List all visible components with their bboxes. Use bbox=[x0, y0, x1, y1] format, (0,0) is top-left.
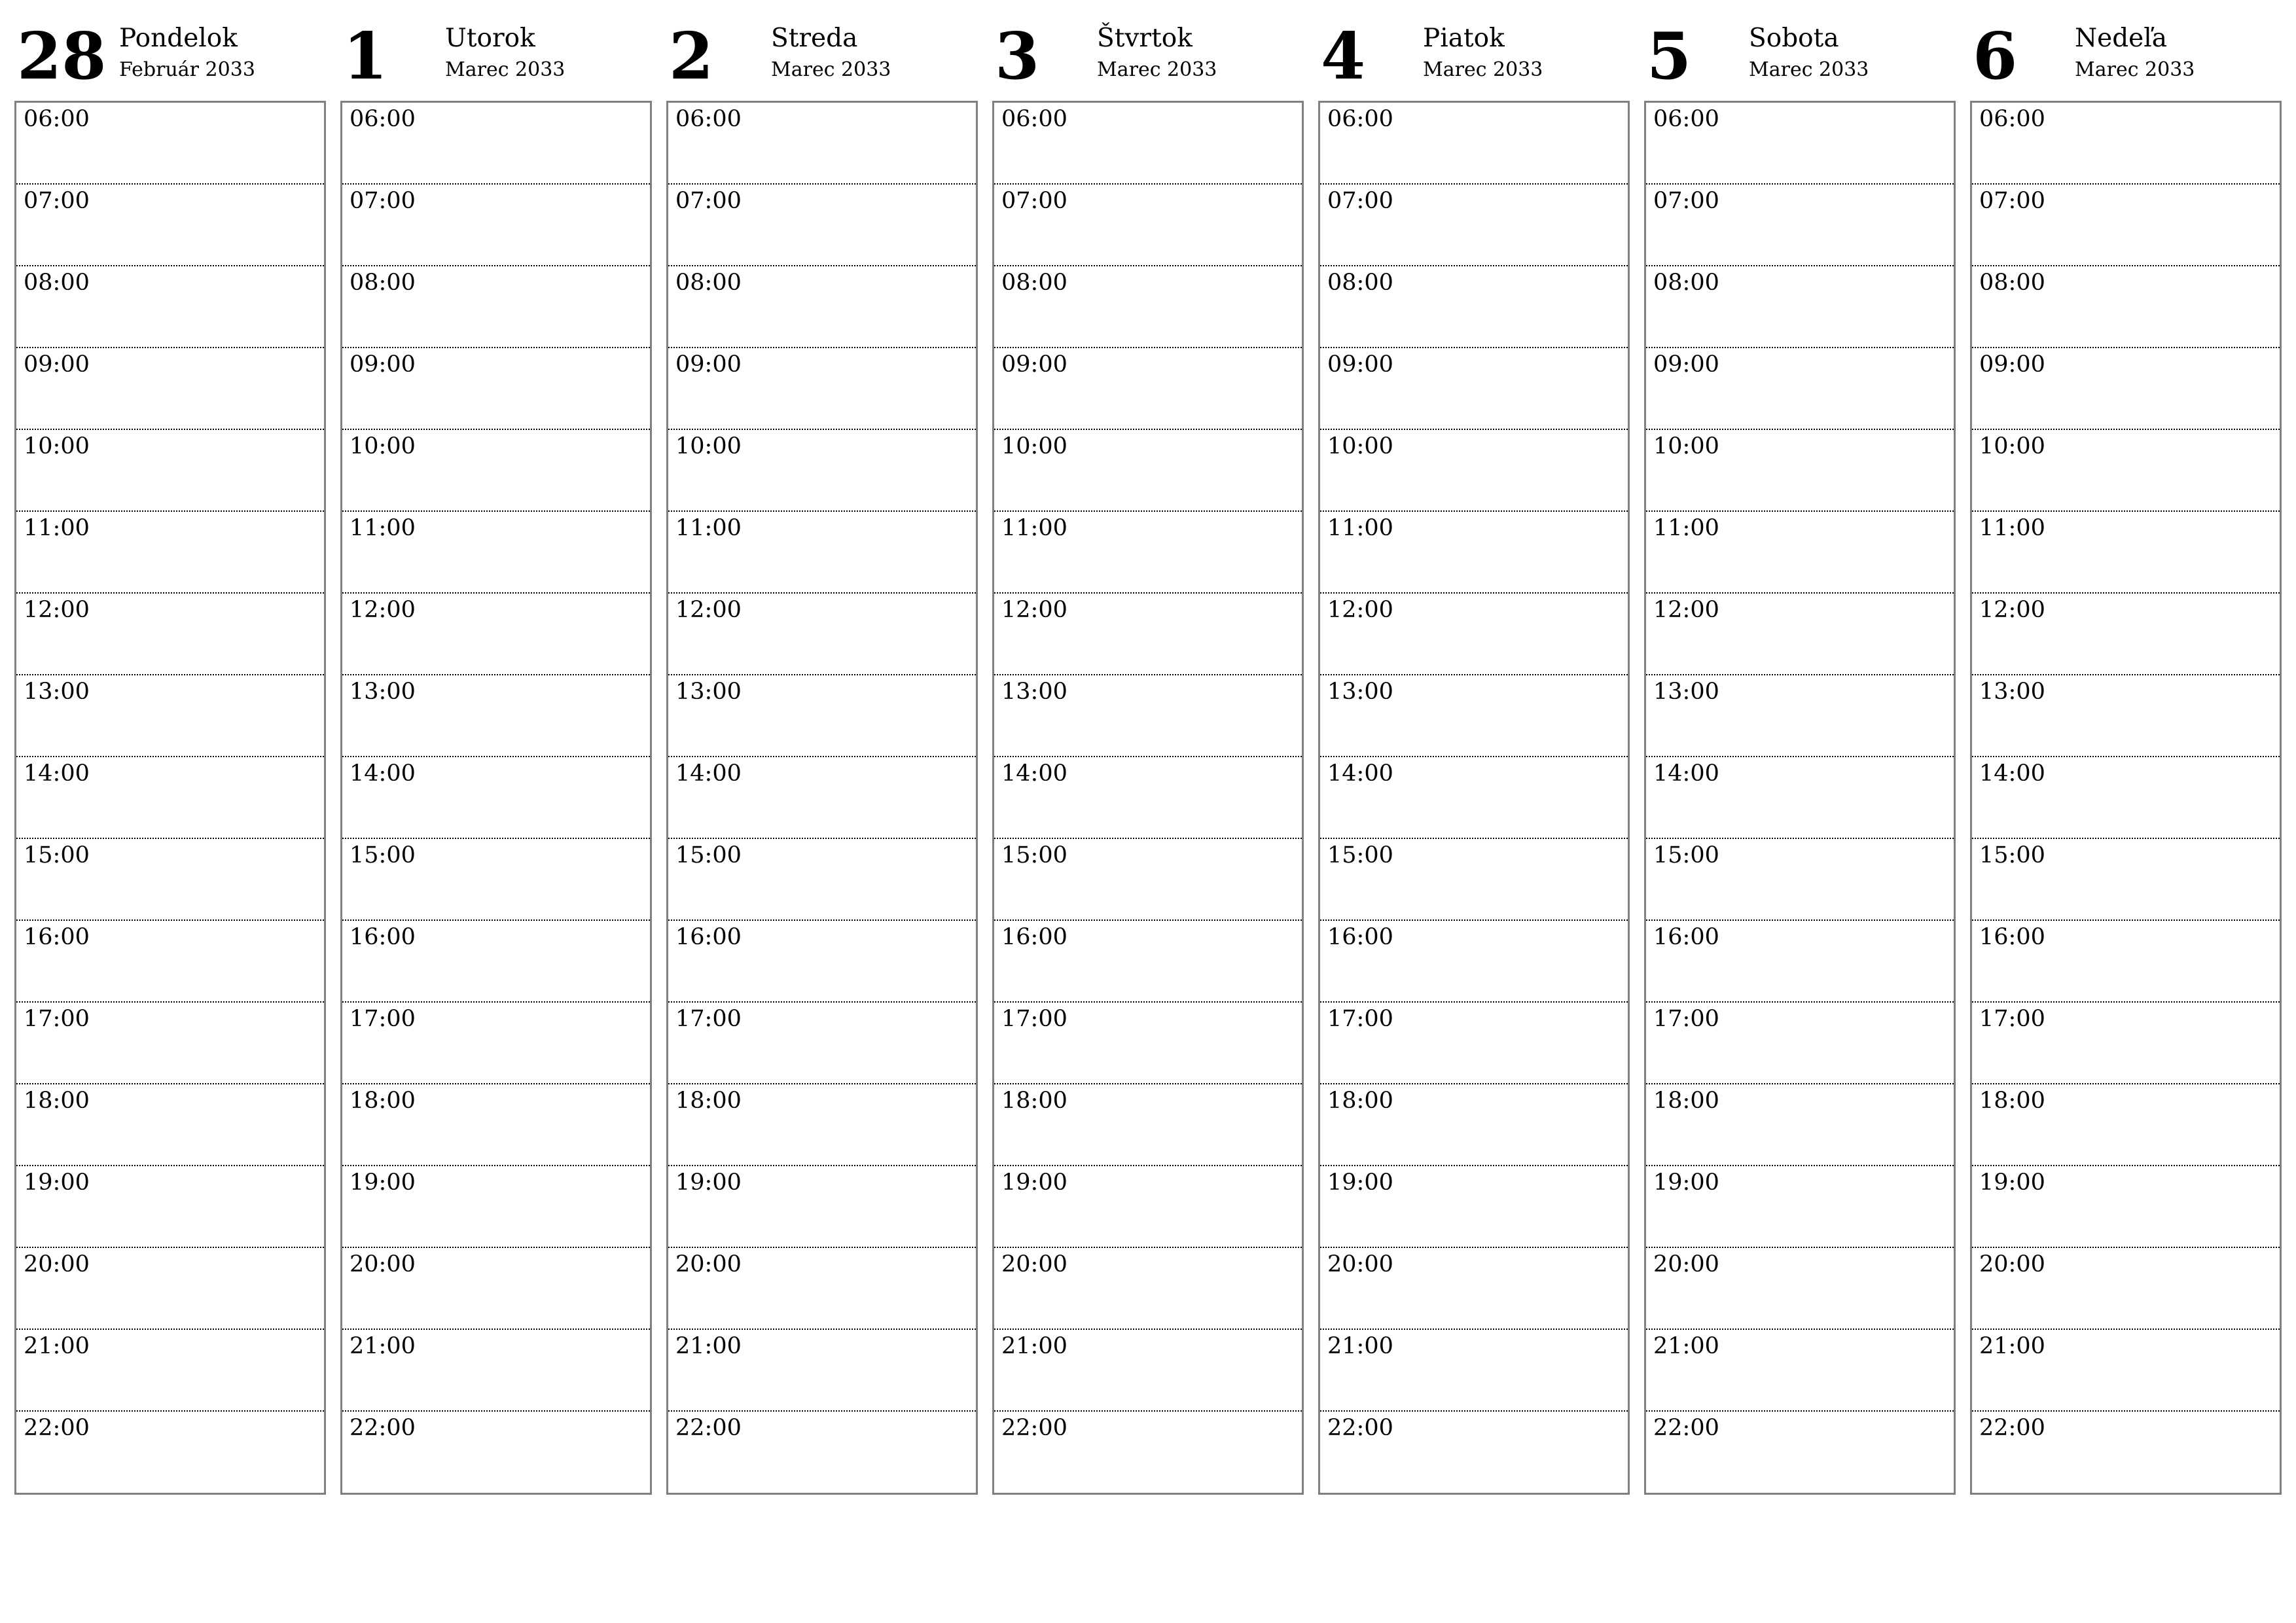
hour-slot bbox=[668, 1330, 976, 1412]
hour-slot bbox=[16, 512, 324, 594]
hour-slot bbox=[16, 1003, 324, 1084]
hour-label: 15:00 bbox=[24, 842, 90, 868]
hour-slot bbox=[668, 839, 976, 921]
hour-label: 06:00 bbox=[1327, 106, 1393, 132]
hour-label: 06:00 bbox=[350, 106, 416, 132]
hour-label: 22:00 bbox=[675, 1415, 742, 1441]
hour-label: 08:00 bbox=[24, 270, 90, 296]
hour-slot bbox=[668, 266, 976, 348]
hour-label: 09:00 bbox=[1327, 351, 1393, 378]
month-year: Marec 2033 bbox=[2075, 58, 2195, 81]
hour-slot bbox=[994, 1166, 1302, 1248]
hour-label: 06:00 bbox=[24, 106, 90, 132]
day-header bbox=[992, 13, 1304, 101]
weekday-name: Streda bbox=[771, 24, 858, 53]
hour-label: 10:00 bbox=[1653, 433, 1719, 459]
hour-label: 13:00 bbox=[24, 679, 90, 705]
hour-slot bbox=[16, 757, 324, 839]
hour-slot bbox=[1646, 1084, 1954, 1166]
hour-slot bbox=[668, 757, 976, 839]
hour-slot bbox=[1320, 1412, 1628, 1493]
hour-label: 20:00 bbox=[1001, 1251, 1067, 1277]
hour-label: 18:00 bbox=[1979, 1088, 2045, 1114]
hour-label: 20:00 bbox=[1979, 1251, 2045, 1277]
hour-label: 13:00 bbox=[1979, 679, 2045, 705]
month-year: Február 2033 bbox=[119, 58, 255, 81]
hour-slot bbox=[1320, 1084, 1628, 1166]
hour-label: 11:00 bbox=[675, 515, 742, 541]
hour-slot bbox=[342, 1248, 650, 1330]
hour-slot bbox=[1972, 266, 2280, 348]
hour-label: 18:00 bbox=[675, 1088, 742, 1114]
hour-label: 12:00 bbox=[1979, 597, 2045, 623]
hour-label: 22:00 bbox=[350, 1415, 416, 1441]
hour-label: 10:00 bbox=[24, 433, 90, 459]
hour-slot bbox=[668, 512, 976, 594]
hour-slot bbox=[1320, 1003, 1628, 1084]
day-label-group bbox=[119, 24, 255, 82]
hour-slot bbox=[342, 103, 650, 185]
month-year: Marec 2033 bbox=[1423, 58, 1543, 81]
hour-label: 11:00 bbox=[1653, 515, 1719, 541]
hour-label: 10:00 bbox=[1979, 433, 2045, 459]
hour-label: 17:00 bbox=[1653, 1006, 1719, 1032]
hour-slot bbox=[1320, 266, 1628, 348]
hour-slot bbox=[342, 921, 650, 1003]
hour-slot bbox=[668, 348, 976, 430]
hour-slot bbox=[1972, 103, 2280, 185]
hour-label: 06:00 bbox=[1979, 106, 2045, 132]
hour-label: 17:00 bbox=[1979, 1006, 2045, 1032]
hour-label: 19:00 bbox=[1979, 1169, 2045, 1196]
hour-label: 14:00 bbox=[1327, 760, 1393, 787]
hour-label: 08:00 bbox=[675, 270, 742, 296]
hour-label: 15:00 bbox=[350, 842, 416, 868]
hour-slot bbox=[668, 1248, 976, 1330]
hour-label: 22:00 bbox=[1979, 1415, 2045, 1441]
hour-label: 09:00 bbox=[1979, 351, 2045, 378]
hour-label: 15:00 bbox=[1327, 842, 1393, 868]
hour-slot bbox=[1320, 921, 1628, 1003]
hour-label: 08:00 bbox=[1001, 270, 1067, 296]
hour-label: 19:00 bbox=[350, 1169, 416, 1196]
hour-slot bbox=[994, 430, 1302, 512]
hour-label: 14:00 bbox=[675, 760, 742, 787]
hour-label: 19:00 bbox=[1653, 1169, 1719, 1196]
hour-label: 21:00 bbox=[1327, 1333, 1393, 1359]
hour-label: 22:00 bbox=[1001, 1415, 1067, 1441]
hour-slot bbox=[994, 1330, 1302, 1412]
hour-label: 10:00 bbox=[1001, 433, 1067, 459]
hour-slot bbox=[1320, 430, 1628, 512]
hour-label: 07:00 bbox=[24, 188, 90, 214]
hour-label: 11:00 bbox=[1979, 515, 2045, 541]
hour-label: 17:00 bbox=[350, 1006, 416, 1032]
hour-label: 14:00 bbox=[1979, 760, 2045, 787]
hour-label: 07:00 bbox=[675, 188, 742, 214]
hour-label: 13:00 bbox=[1653, 679, 1719, 705]
hour-label: 17:00 bbox=[24, 1006, 90, 1032]
hour-label: 10:00 bbox=[1327, 433, 1393, 459]
day-header bbox=[340, 13, 652, 101]
hour-slot bbox=[1320, 839, 1628, 921]
hour-slot bbox=[16, 921, 324, 1003]
hour-slot bbox=[1646, 1248, 1954, 1330]
hour-label: 09:00 bbox=[675, 351, 742, 378]
weekday-name: Piatok bbox=[1423, 24, 1505, 53]
hour-slot bbox=[994, 839, 1302, 921]
hour-label: 12:00 bbox=[1001, 597, 1067, 623]
hour-slot bbox=[1320, 757, 1628, 839]
hour-slot bbox=[994, 185, 1302, 266]
weekday-name: Pondelok bbox=[119, 24, 238, 53]
hour-slot bbox=[342, 430, 650, 512]
hour-label: 22:00 bbox=[1327, 1415, 1393, 1441]
hour-label: 16:00 bbox=[1653, 924, 1719, 950]
hour-label: 18:00 bbox=[1001, 1088, 1067, 1114]
hour-slot bbox=[994, 1248, 1302, 1330]
hour-label: 19:00 bbox=[675, 1169, 742, 1196]
hour-label: 22:00 bbox=[1653, 1415, 1719, 1441]
hour-label: 11:00 bbox=[1001, 515, 1067, 541]
hour-label: 16:00 bbox=[675, 924, 742, 950]
hour-slot bbox=[1646, 1412, 1954, 1493]
hour-slot bbox=[1972, 757, 2280, 839]
hour-slot bbox=[994, 594, 1302, 675]
hour-slot bbox=[1646, 103, 1954, 185]
hour-slot bbox=[1972, 1084, 2280, 1166]
hour-slot bbox=[1646, 921, 1954, 1003]
day-number: 6 bbox=[1973, 19, 2018, 94]
hour-label: 17:00 bbox=[675, 1006, 742, 1032]
hour-label: 18:00 bbox=[1327, 1088, 1393, 1114]
hour-label: 21:00 bbox=[24, 1333, 90, 1359]
hour-label: 09:00 bbox=[1653, 351, 1719, 378]
hour-label: 16:00 bbox=[1001, 924, 1067, 950]
hour-label: 15:00 bbox=[1653, 842, 1719, 868]
hour-slot bbox=[342, 1166, 650, 1248]
hour-slot bbox=[1972, 1330, 2280, 1412]
hour-label: 17:00 bbox=[1001, 1006, 1067, 1032]
day-number: 4 bbox=[1321, 19, 1366, 94]
hour-label: 21:00 bbox=[1653, 1333, 1719, 1359]
hour-slot bbox=[668, 1412, 976, 1493]
hour-label: 11:00 bbox=[350, 515, 416, 541]
hour-slot bbox=[16, 430, 324, 512]
hour-slot bbox=[1972, 675, 2280, 757]
day-header bbox=[666, 13, 978, 101]
hour-slot bbox=[1646, 185, 1954, 266]
hour-slot bbox=[342, 1412, 650, 1493]
day-label-group bbox=[1097, 24, 1217, 82]
hour-slot bbox=[994, 348, 1302, 430]
hour-label: 12:00 bbox=[1327, 597, 1393, 623]
hour-label: 08:00 bbox=[1327, 270, 1393, 296]
hour-label: 14:00 bbox=[1001, 760, 1067, 787]
day-column bbox=[1644, 13, 1956, 1495]
day-header bbox=[1970, 13, 2282, 101]
hour-slot bbox=[668, 1084, 976, 1166]
hour-slot bbox=[994, 512, 1302, 594]
hour-label: 16:00 bbox=[1979, 924, 2045, 950]
hour-label: 08:00 bbox=[1979, 270, 2045, 296]
hour-label: 12:00 bbox=[1653, 597, 1719, 623]
hour-label: 20:00 bbox=[350, 1251, 416, 1277]
day-number: 3 bbox=[995, 19, 1040, 94]
hour-label: 13:00 bbox=[1327, 679, 1393, 705]
hour-slot bbox=[1646, 430, 1954, 512]
day-label-group bbox=[1423, 24, 1543, 82]
hour-slot bbox=[1972, 1003, 2280, 1084]
hour-label: 21:00 bbox=[1001, 1333, 1067, 1359]
hour-label: 10:00 bbox=[675, 433, 742, 459]
hour-label: 20:00 bbox=[1653, 1251, 1719, 1277]
hour-slot bbox=[1646, 757, 1954, 839]
day-label-group bbox=[771, 24, 891, 82]
hour-slot bbox=[994, 1084, 1302, 1166]
hour-slot bbox=[342, 1084, 650, 1166]
weekday-name: Štvrtok bbox=[1097, 24, 1193, 53]
hour-label: 16:00 bbox=[1327, 924, 1393, 950]
day-label-group bbox=[445, 24, 565, 82]
hour-label: 12:00 bbox=[350, 597, 416, 623]
hour-slot bbox=[342, 594, 650, 675]
hour-slots-box bbox=[1970, 101, 2282, 1495]
hour-label: 12:00 bbox=[675, 597, 742, 623]
month-year: Marec 2033 bbox=[1749, 58, 1869, 81]
hour-slots-box bbox=[14, 101, 326, 1495]
hour-slot bbox=[994, 921, 1302, 1003]
hour-slot bbox=[16, 1166, 324, 1248]
hour-label: 07:00 bbox=[350, 188, 416, 214]
day-number: 1 bbox=[343, 19, 388, 94]
hour-slot bbox=[16, 594, 324, 675]
week-columns bbox=[14, 13, 2283, 1495]
hour-label: 13:00 bbox=[675, 679, 742, 705]
hour-slot bbox=[1972, 1248, 2280, 1330]
hour-label: 14:00 bbox=[350, 760, 416, 787]
hour-slot bbox=[1646, 1166, 1954, 1248]
hour-slot bbox=[16, 1084, 324, 1166]
hour-slot bbox=[1320, 1248, 1628, 1330]
hour-slot bbox=[1972, 921, 2280, 1003]
hour-slot bbox=[668, 921, 976, 1003]
hour-slot bbox=[342, 1330, 650, 1412]
hour-slot bbox=[668, 103, 976, 185]
day-label-group bbox=[1749, 24, 1869, 82]
hour-slot bbox=[1972, 512, 2280, 594]
hour-slot bbox=[668, 675, 976, 757]
hour-label: 19:00 bbox=[1001, 1169, 1067, 1196]
hour-label: 06:00 bbox=[675, 106, 742, 132]
hour-slot bbox=[342, 757, 650, 839]
month-year: Marec 2033 bbox=[771, 58, 891, 81]
hour-label: 14:00 bbox=[24, 760, 90, 787]
day-number: 2 bbox=[669, 19, 714, 94]
hour-slot bbox=[668, 185, 976, 266]
hour-slot bbox=[1972, 185, 2280, 266]
hour-slot bbox=[668, 430, 976, 512]
day-header bbox=[14, 13, 326, 101]
hour-slot bbox=[1320, 594, 1628, 675]
hour-slot bbox=[1972, 594, 2280, 675]
month-year: Marec 2033 bbox=[445, 58, 565, 81]
hour-slot bbox=[1646, 839, 1954, 921]
hour-slot bbox=[1646, 266, 1954, 348]
hour-slot bbox=[16, 1330, 324, 1412]
hour-slot bbox=[1646, 1330, 1954, 1412]
hour-slot bbox=[668, 1003, 976, 1084]
hour-slots-box bbox=[1644, 101, 1956, 1495]
hour-slot bbox=[1320, 348, 1628, 430]
hour-slot bbox=[1972, 348, 2280, 430]
hour-slot bbox=[1646, 675, 1954, 757]
hour-label: 13:00 bbox=[350, 679, 416, 705]
hour-slot bbox=[16, 1412, 324, 1493]
day-label-group bbox=[2075, 24, 2195, 82]
hour-slot bbox=[1320, 103, 1628, 185]
day-column bbox=[666, 13, 978, 1495]
hour-label: 09:00 bbox=[24, 351, 90, 378]
hour-slot bbox=[16, 185, 324, 266]
hour-label: 12:00 bbox=[24, 597, 90, 623]
hour-slot bbox=[342, 1003, 650, 1084]
hour-label: 18:00 bbox=[350, 1088, 416, 1114]
weekday-name: Utorok bbox=[445, 24, 535, 53]
hour-label: 17:00 bbox=[1327, 1006, 1393, 1032]
hour-label: 07:00 bbox=[1327, 188, 1393, 214]
hour-slot bbox=[342, 348, 650, 430]
hour-slot bbox=[994, 103, 1302, 185]
hour-label: 06:00 bbox=[1001, 106, 1067, 132]
hour-label: 19:00 bbox=[1327, 1169, 1393, 1196]
day-column bbox=[992, 13, 1304, 1495]
hour-slot bbox=[1646, 348, 1954, 430]
hour-slot bbox=[1646, 512, 1954, 594]
hour-slot bbox=[1972, 430, 2280, 512]
hour-label: 20:00 bbox=[24, 1251, 90, 1277]
hour-slot bbox=[994, 266, 1302, 348]
hour-slot bbox=[342, 185, 650, 266]
hour-label: 18:00 bbox=[24, 1088, 90, 1114]
hour-slot bbox=[342, 839, 650, 921]
hour-label: 08:00 bbox=[1653, 270, 1719, 296]
hour-slot bbox=[668, 1166, 976, 1248]
hour-label: 07:00 bbox=[1001, 188, 1067, 214]
hour-slot bbox=[1320, 512, 1628, 594]
hour-label: 07:00 bbox=[1979, 188, 2045, 214]
hour-label: 10:00 bbox=[350, 433, 416, 459]
hour-slot bbox=[342, 512, 650, 594]
hour-slot bbox=[16, 839, 324, 921]
weekday-name: Nedeľa bbox=[2075, 24, 2167, 53]
hour-label: 16:00 bbox=[24, 924, 90, 950]
hour-label: 22:00 bbox=[24, 1415, 90, 1441]
hour-slot bbox=[668, 594, 976, 675]
hour-label: 15:00 bbox=[1979, 842, 2045, 868]
hour-label: 21:00 bbox=[350, 1333, 416, 1359]
hour-slot bbox=[16, 348, 324, 430]
hour-label: 15:00 bbox=[675, 842, 742, 868]
hour-label: 09:00 bbox=[350, 351, 416, 378]
hour-label: 18:00 bbox=[1653, 1088, 1719, 1114]
day-column bbox=[1318, 13, 1630, 1495]
hour-label: 15:00 bbox=[1001, 842, 1067, 868]
hour-slot bbox=[16, 266, 324, 348]
hour-label: 21:00 bbox=[675, 1333, 742, 1359]
day-header bbox=[1644, 13, 1956, 101]
hour-label: 16:00 bbox=[350, 924, 416, 950]
day-number: 28 bbox=[17, 19, 107, 94]
hour-label: 09:00 bbox=[1001, 351, 1067, 378]
hour-slot bbox=[16, 1248, 324, 1330]
hour-label: 20:00 bbox=[1327, 1251, 1393, 1277]
month-year: Marec 2033 bbox=[1097, 58, 1217, 81]
hour-slot bbox=[1320, 185, 1628, 266]
hour-label: 19:00 bbox=[24, 1169, 90, 1196]
hour-slot bbox=[1972, 839, 2280, 921]
hour-label: 13:00 bbox=[1001, 679, 1067, 705]
hour-slots-box bbox=[666, 101, 978, 1495]
hour-label: 07:00 bbox=[1653, 188, 1719, 214]
hour-slot bbox=[994, 1003, 1302, 1084]
hour-slot bbox=[342, 675, 650, 757]
hour-slots-box bbox=[1318, 101, 1630, 1495]
hour-slot bbox=[1646, 594, 1954, 675]
hour-label: 11:00 bbox=[1327, 515, 1393, 541]
day-column bbox=[1970, 13, 2282, 1495]
day-header bbox=[1318, 13, 1630, 101]
hour-slot bbox=[994, 1412, 1302, 1493]
hour-slot bbox=[16, 103, 324, 185]
hour-slot bbox=[1320, 1166, 1628, 1248]
day-column bbox=[340, 13, 652, 1495]
hour-slot bbox=[16, 675, 324, 757]
hour-slot bbox=[1972, 1166, 2280, 1248]
hour-label: 11:00 bbox=[24, 515, 90, 541]
hour-label: 20:00 bbox=[675, 1251, 742, 1277]
hour-slot bbox=[1320, 1330, 1628, 1412]
hour-slot bbox=[342, 266, 650, 348]
hour-slot bbox=[994, 757, 1302, 839]
hour-slot bbox=[1646, 1003, 1954, 1084]
hour-label: 14:00 bbox=[1653, 760, 1719, 787]
hour-label: 08:00 bbox=[350, 270, 416, 296]
day-number: 5 bbox=[1647, 19, 1692, 94]
hour-label: 06:00 bbox=[1653, 106, 1719, 132]
hour-label: 21:00 bbox=[1979, 1333, 2045, 1359]
hour-slots-box bbox=[340, 101, 652, 1495]
hour-slot bbox=[1972, 1412, 2280, 1493]
hour-slot bbox=[1320, 675, 1628, 757]
weekday-name: Sobota bbox=[1749, 24, 1839, 53]
hour-slot bbox=[994, 675, 1302, 757]
hour-slots-box bbox=[992, 101, 1304, 1495]
day-column bbox=[14, 13, 326, 1495]
